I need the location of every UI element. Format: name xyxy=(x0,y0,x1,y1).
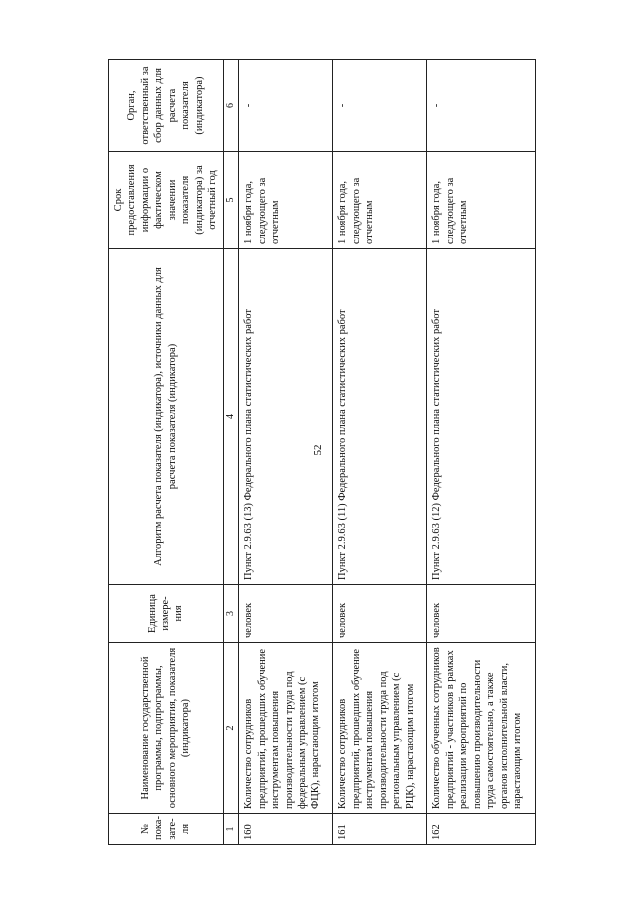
algorithm: Пункт 2.9.63 (11) Федерального плана статистических работ xyxy=(333,249,427,585)
header-responsible-body: Орган, ответственный за сбор данных для расчета показателя (индикатора) xyxy=(109,60,224,152)
table-row xyxy=(239,60,333,845)
deadline: 1 ноября года, следующего за отчетным xyxy=(333,152,427,249)
rotated-table-wrapper xyxy=(108,60,536,845)
indicators-table xyxy=(108,59,536,845)
header-name: Наименование государственной программы, подпрограммы, основного мероприятия, показателя (индикатора) xyxy=(109,643,224,814)
indicator-name: Количество сотрудников предприятий, прошедших обучение инструментам повышения производительности труда под региональным управлением (с РЦК), нарастающим итогом xyxy=(333,643,427,814)
column-number: 5 xyxy=(223,152,239,249)
table-row xyxy=(333,60,427,845)
indicator-number: 160 xyxy=(239,814,333,845)
deadline: 1 ноября года, следующего за отчетным xyxy=(427,152,536,249)
indicator-number: 162 xyxy=(427,814,536,845)
column-number-row xyxy=(223,60,239,845)
algorithm: Пункт 2.9.63 (12) Федерального плана статистических работ xyxy=(427,249,536,585)
column-number: 1 xyxy=(223,814,239,845)
indicator-name: Количество сотрудников предприятий, прошедших обучение инструментам повышения производительности труда под федеральным управлением (с ФЦК), нарастающим итогом xyxy=(239,643,333,814)
responsible-body: - xyxy=(239,60,333,152)
column-number: 3 xyxy=(223,585,239,643)
unit: человек xyxy=(333,585,427,643)
unit: человек xyxy=(239,585,333,643)
header-unit: Единица измере-ния xyxy=(109,585,224,643)
page-number: 52 xyxy=(312,444,324,456)
header-row xyxy=(109,60,224,845)
column-number: 6 xyxy=(223,60,239,152)
indicator-number: 161 xyxy=(333,814,427,845)
indicator-name: Количество обученных сотрудников предприятий - участников в рамках реализации мероприятий по повышению производительности труда самостоятельно, а также органов исполнительной власти, нарастающим итогом xyxy=(427,643,536,814)
deadline: 1 ноября года, следующего за отчетным xyxy=(239,152,333,249)
unit: человек xyxy=(427,585,536,643)
responsible-body: - xyxy=(427,60,536,152)
column-number: 4 xyxy=(223,249,239,585)
responsible-body: - xyxy=(333,60,427,152)
algorithm: Пункт 2.9.63 (13) Федерального плана статистических работ xyxy=(239,249,333,585)
header-algorithm: Алгоритм расчета показателя (индикатора), источники данных для расчета показателя (индикатора) xyxy=(109,249,224,585)
header-indicator-number: № пока-зате-ля xyxy=(109,814,224,845)
table-row xyxy=(427,60,536,845)
header-deadline: Срок предоставления информации о фактическом значении показателя (индикатора) за отчетный год xyxy=(109,152,224,249)
column-number: 2 xyxy=(223,643,239,814)
